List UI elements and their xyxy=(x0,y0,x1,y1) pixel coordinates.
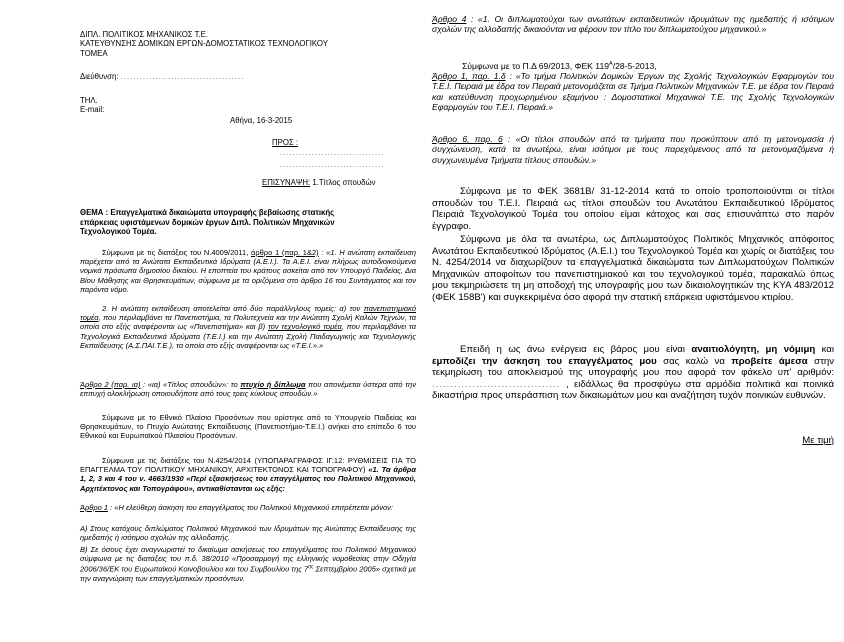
paragraph-pd69: Σύμφωνα με το Π.Δ 69/2013, ΦΕΚ $119^A/28-5-2013$, xyxy=(462,60,657,71)
paragraph-pd69-article6: Άρθρο 6, παρ. 6 : «Οι τίτλοι σπουδών από τα τμήματα που προκύπτουν από τη μετονομασία ή συγχώνευση, κατά τα ανωτέρω, είναι ισότιμοι με τους παρεχόμενους από τα μετονομαζόμενα ή συγχωνευμένα Τμήματα τίτλους σπουδών.» xyxy=(432,134,834,165)
paragraph-article1: Άρθρο 1 : «Η ελεύθερη άσκηση του επαγγέλματος του Πολιτικού Μηχανικού επιτρέπεται μόνον: xyxy=(80,503,393,512)
address-value-placeholder: ....................................... xyxy=(120,72,245,81)
attachment-label: ΕΠΙΣΥΝΑΨΗ: xyxy=(262,178,311,187)
recipient-row xyxy=(272,138,412,147)
sender-title-line2: ΚΑΤΕΥΘΥΝΣΗΣ ΔΟΜΙΚΩΝ ΕΡΓΩΝ-ΔΟΜΟΣΤΑΤΙΚΟΣ ΤΕΧΝΟΛΟΓΙΚΟΥ xyxy=(80,39,328,49)
paragraph-case-b: Β) Σε όσους έχει αναγνωριστεί το δικαίωμα ασκήσεως του επαγγέλματος του Πολιτικού Μηχανικού σύμφωνα με τις διατάξεις του π.δ. 38/2010 «Προσαρμογή της ελληνικής νομοθεσίας στην Οδηγία 2006/36/ΕΚ του Ευρωπαϊκού Κοινοβουλίου και του Συμβουλίου της $7^{\eta\varsigma}$ Σεπτεμβρίου 2005» σχετικά με την αναγνώριση των επαγγελματικών προσόντων. xyxy=(80,545,416,584)
closing: Με τιμή xyxy=(802,435,834,446)
paragraph-request: Σύμφωνα με όλα τα ανωτέρω, ως Διπλωματούχος Πολιτικός Μηχανικός απόφοιτος Ανωτάτου Εκπαιδευτικού Ιδρύματος (Α.Ε.Ι.) του Τεχνολογικού Τομέα και χωρίς οι διατάξεις του Ν. 4254/2014 να διαχωρίζουν τα επαγγελματικά δικαιώματα των Διπλωματούχων Πολιτικών Μηχανικών αποφοίτων του πανεπιστημιακού και του τεχνολογικού τομέα, παρακαλώ όπως μου τεκμηριώσετε τη μη αποδοχή της υπογραφής μου των δικαιολογητικών της ΚΥΑ 483/2012 (ΦΕΚ 158Β') και συγκεκριμένα όσο αφορά την στατική επάρκεια υφιστάμενου κτιρίου. xyxy=(432,234,834,303)
paragraph-n4254: Σύμφωνα με τις διατάξεις του Ν.4254/2014 (ΥΠΟΠΑΡΑΓΡΑΦΟΣ ΙΓ.12: ΡΥΘΜΙΣΕΙΣ ΓΙΑ ΤΟ ΕΠΑΓΓΕΛΜΑ ΤΟΥ ΠΟΛΙΤΙΚΟΥ ΜΗΧΑΝΙΚΟΥ, ΑΡΧΙΤΕΚΤΟΝΟΣ ΚΑΙ ΤΟΠΟΓΡΑΦΟΥ) «1. Τα άρθρα 1, 2, 3 και 4 του ν. 4663/1930 «Περί εξασκήσεως του επαγγέλματος του Πολιτικού Μηχανικού, Αρχιτέκτονος και Τοπογράφου», αντικαθίστανται ως εξής: xyxy=(80,456,416,493)
address-label: Διεύθυνση: xyxy=(80,72,119,81)
paragraph-case-a: Α) Στους κατόχους διπλώματος Πολιτικού Μηχανικού των Ιδρυμάτων της Ανώτατης Εκπαίδευσης της ημεδαπής ή ισότιμου σχολών της αλλοδαπής. xyxy=(80,524,416,543)
paragraph-pd69-article1: Άρθρο 1, παρ. 1.δ : «Το τμήμα Πολιτικών Δομικών Έργων της Σχολής Τεχνολογικών Εφαρμογών του Τ.Ε.Ι. Πειραιά με έδρα τον Πειραιά μετονομάζεται σε Τμήμα Πολιτικών Μηχανικών Τ.Ε. με έδρα τον Πειραιά και κατεύθυνση προχωρημένου εξαμήνου : Δομοστατικοί Μηχανικοί Τ.Ε. της Σχολής Τεχνολογικών Εφαρμογών του Τ.Ε.Ι. Πειραιά.» xyxy=(432,71,834,113)
sender-title-line3: ΤΟΜΕΑ xyxy=(80,48,108,58)
paragraph-article2: Άρθρο 2 (παρ. ια) : «ια) «Τίτλος σπουδών»: το πτυχίο ή δίπλωμα που απονέμεται ύστερα από την επιτυχή ολοκλήρωση οποιουδήποτε από τους τρεις κύκλους σπουδών.» xyxy=(80,380,416,399)
attachment-value: 1.Τίτλος σπουδών xyxy=(310,178,376,187)
recipient-placeholder-1: ................................. xyxy=(280,148,385,157)
paragraph-fek3681: Σύμφωνα με το ΦΕΚ 3681Β/ 31-12-2014 κατά το οποίο τροποποιούνται οι τίτλοι σπουδών του Τ.Ε.Ι. Πειραιά ως τίτλοι σπουδών του Ανωτάτου Εκπαιδευτικού Ιδρύματος Πειραιά Τεχνολογικού Τομέα του οποίου είμαι κάτοχος και σας επισυνάπτω στο παρόν έγγραφο. xyxy=(432,186,834,232)
email-row xyxy=(80,105,280,114)
sender-header xyxy=(80,30,416,58)
sender-title-line1: ΔΙΠΛ. ΠΟΛΙΤΙΚΟΣ ΜΗΧΑΝΙΚΟΣ Τ.Ε. xyxy=(80,30,209,39)
paragraph-n4009: Σύμφωνα με τις διατάξεις του Ν.4009/2011, άρθρο 1 (παρ. 1&2) : «1. Η ανώτατη εκπαίδευση παρέχεται από τα Ανώτατα Εκπαιδευτικά Ιδρύματα (Α.Ε.Ι.). Τα Α.Ε.Ι. είναι πλήρως αυτοδιοικούμενα νομικά πρόσωπα δημοσίου δικαίου. Η εποπτεία του κράτους ασκείται από τον Υπουργό Παιδείας, Δια Βίου Μάθησης και Θρησκευμάτων, σύμφωνα με τα οριζόμενα στο άρθρο 16 του Συντάγματος και τον παρόντα νόμο. xyxy=(80,248,416,294)
paragraph-demand: Επειδή η ως άνω ενέργεια εις βάρος μου είναι αναιτιολόγητη, μη νόμιμη και εμποδίζει την άσκηση του επαγγέλματος μου σας καλώ να προβείτε άμεσα στην τεκμηρίωση του αποκλεισμού της υπογραφής μου που αφορά τον φάκελο υπ' αριθμόν: ................................... , ειδάλλως θα προσφύγω στα αρμόδια πολιτικά και ποινικά δικαστήρια προς υπεράσπιση των δικαιωμάτων μου και αναζήτηση τυχόν ποινικών ευθυνών. xyxy=(432,344,835,402)
recipient-label: ΠΡΟΣ : xyxy=(272,138,299,147)
email-label: E-mail: xyxy=(80,105,105,114)
article-ref: άρθρο 1 (παρ. 1&2) xyxy=(251,248,319,257)
phone-label: ΤΗΛ. xyxy=(80,96,98,105)
paragraph-two-sectors: 2. Η ανώτατη εκπαίδευση αποτελείται από δύο παράλληλους τομείς: α) τον πανεπιστημιακό τομέα, που περιλαμβάνει τα Πανεπιστήμια, τα Πολυτεχνεία και την Ανώτατη Σχολή Καλών Τεχνών, τα οποία στο εξής αναφέρονται ως «Πανεπιστήμια» και β) τον τεχνολογικό τομέα, που περιλαμβάνει τα Τεχνολογικά Εκπαιδευτικά Ιδρύματα (Τ.Ε.Ι.) και την Ανώτατη Σχολή Παιδαγωγικής και Τεχνολογικής Εκπαίδευσης (Α.Σ.ΠΑΙ.Τ.Ε.), τα οποία στο εξής αναφέρονται ως «Τ.Ε.Ι.».» xyxy=(80,304,416,350)
date: Αθήνα, 16-3-2015 xyxy=(230,116,293,125)
file-number-placeholder: ................................... xyxy=(432,378,567,390)
subject-row xyxy=(262,178,416,187)
paragraph-qualifications: Σύμφωνα με το Εθνικό Πλαίσιο Προσόντων που ορίστηκε από το Υπουργείο Παιδείας και Θρησκευμάτων, το Πτυχίο Ανώτατης Εκπαίδευσης (Πανεπιστήμιο-Τ.Ε.Ι.) ανήκει στο επίπεδο 6 του Εθνικού και Ευρωπαϊκού Πλαισίου Προσόντων. xyxy=(80,413,416,441)
phone-row xyxy=(80,96,280,105)
recipient-placeholder-2: ................................. xyxy=(280,160,385,169)
address-row xyxy=(80,72,280,81)
document-subject: ΘΕΜΑ : Επαγγελματικά δικαιώματα υπογραφής βεβαίωσης στατικής επάρκειας υφιστάμενων δομικών έργων Διπλ. Πολιτικών Μηχανικών Τεχνολογικού Τομέα. xyxy=(80,208,335,237)
paragraph-article4: Άρθρο 4 : «1. Οι διπλωματούχοι των ανωτάτων εκπαιδευτικών ιδρυμάτων της ημεδαπής ή ισότιμων σχολών της αλλοδαπής δικαιούνται να φέρουν τον τίτλο του διπλωματούχου μηχανικού.» xyxy=(432,14,835,35)
